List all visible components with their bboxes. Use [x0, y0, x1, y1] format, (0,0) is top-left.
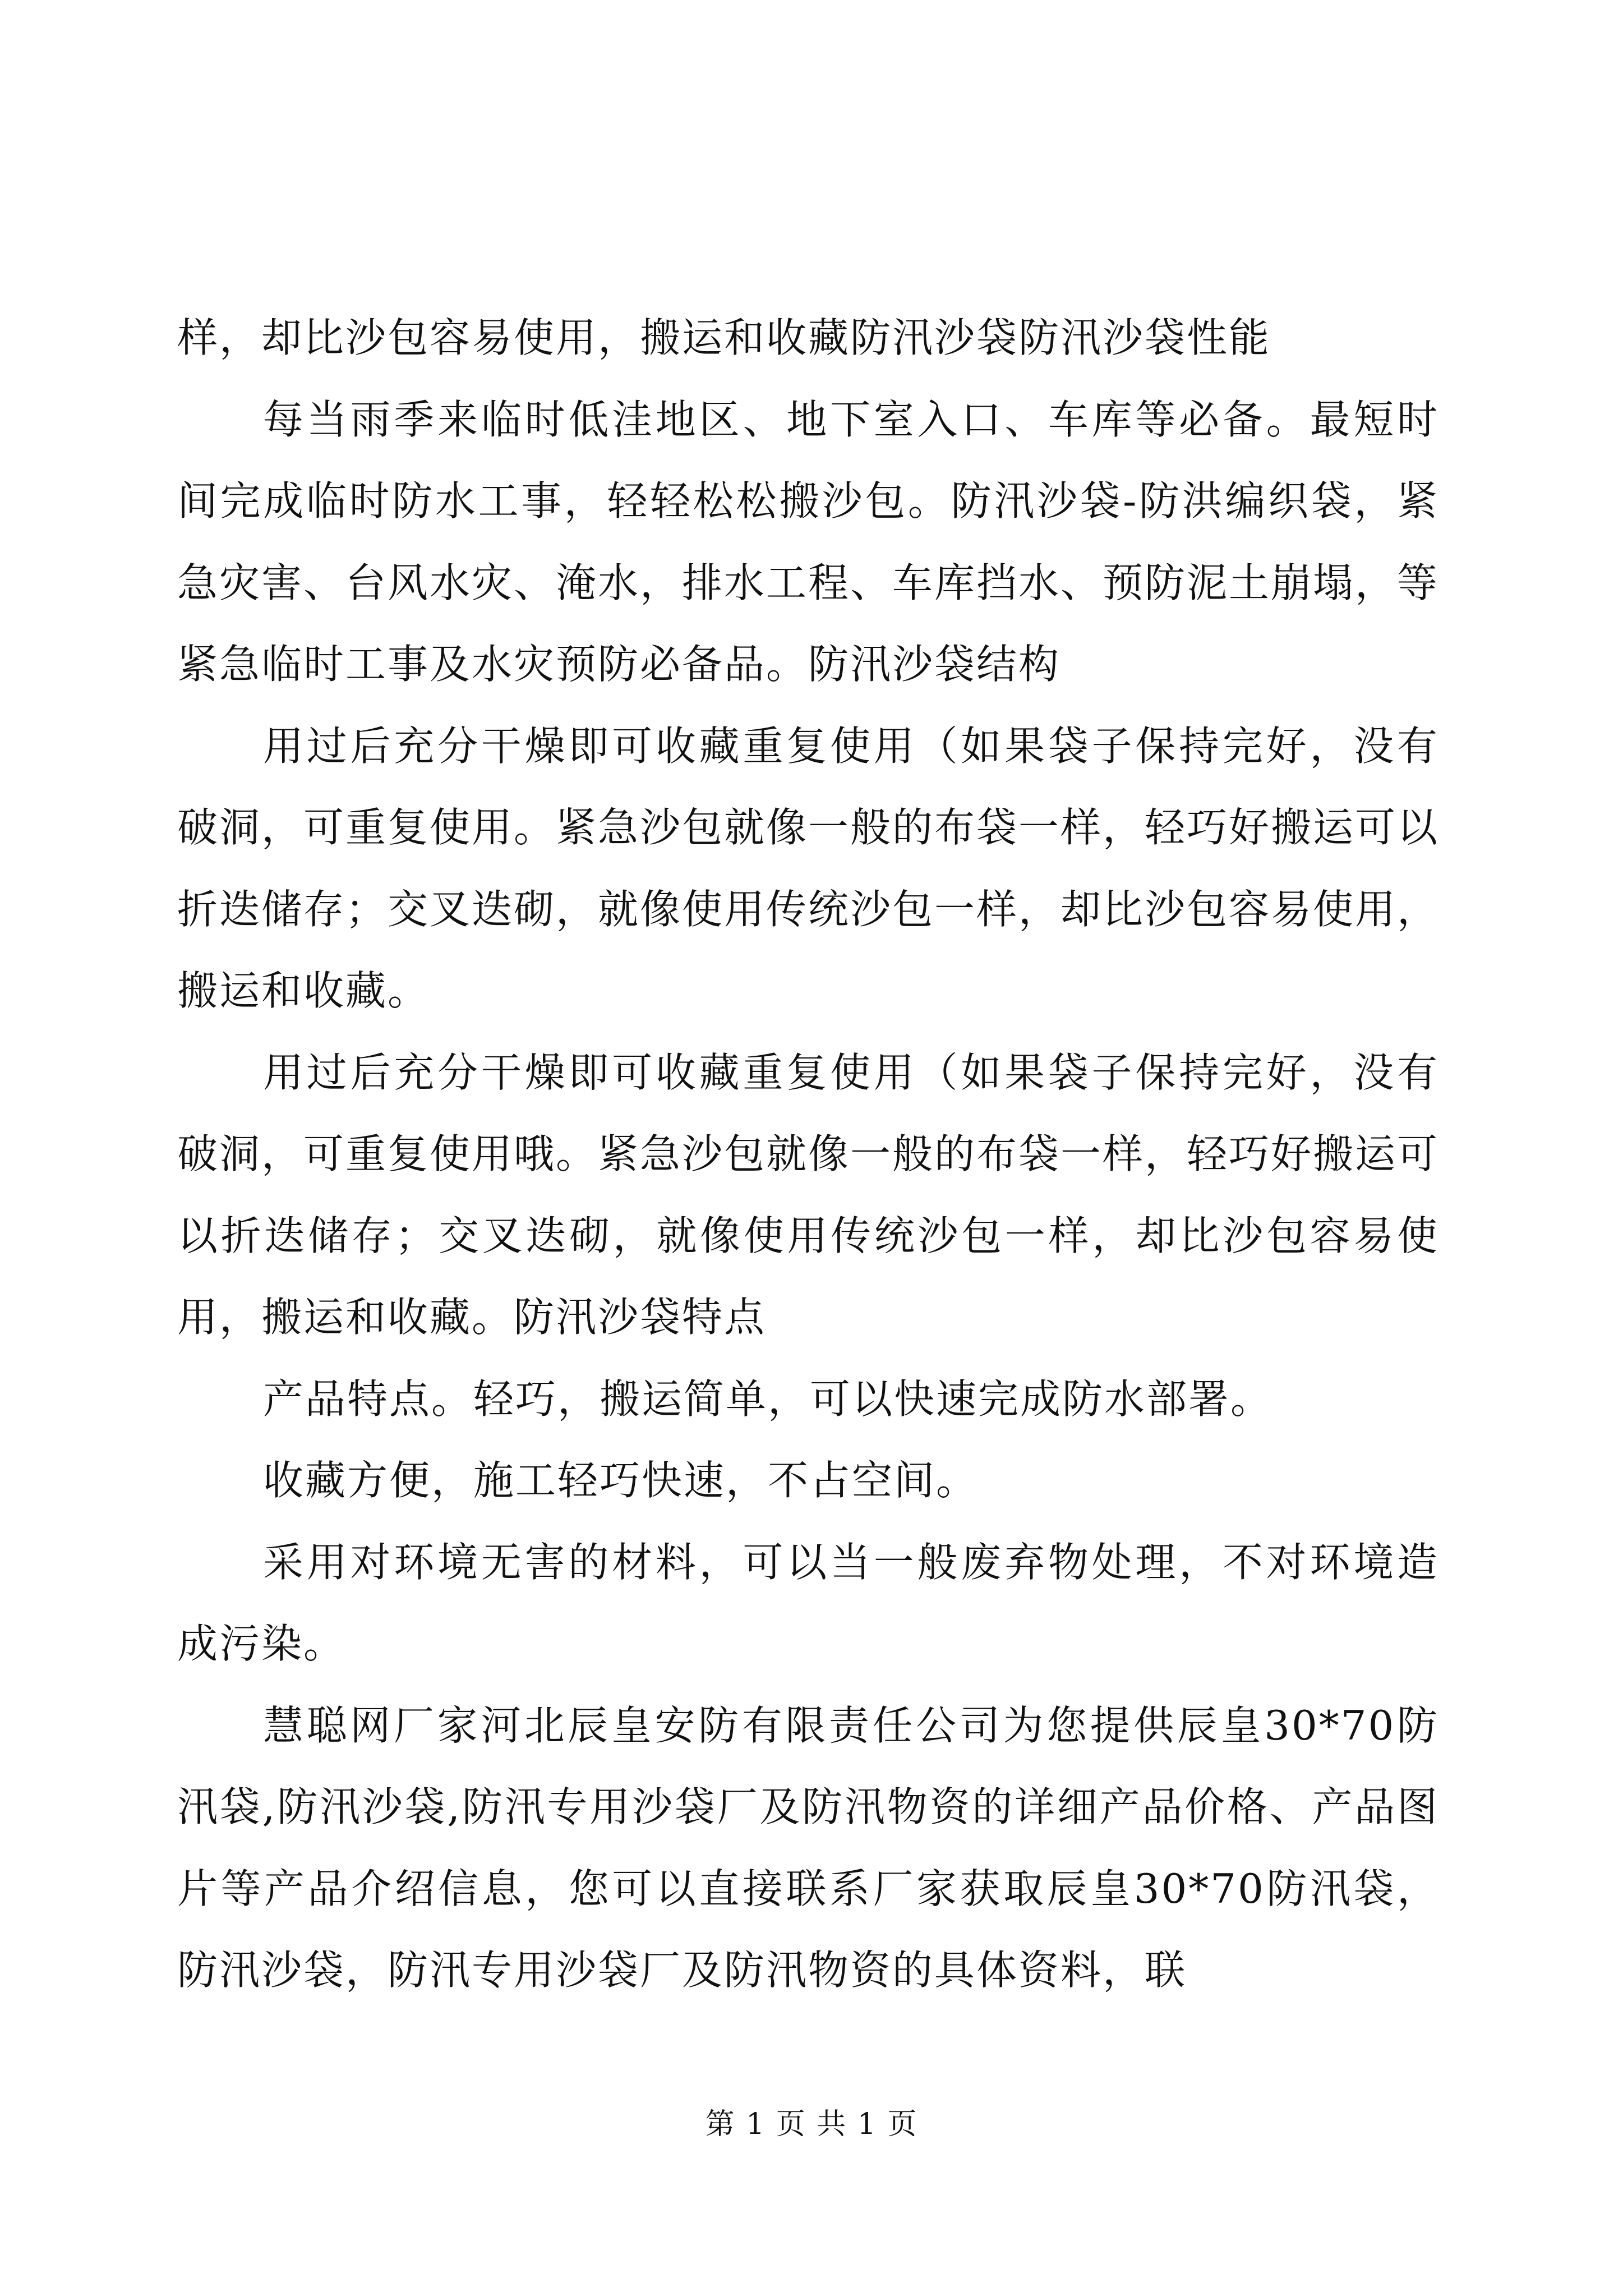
- document-body: [177, 297, 1439, 2012]
- page-number-footer: 第 1 页 共 1 页: [705, 2108, 918, 2141]
- paragraph-continuation: 样，却比沙包容易使用，搬运和收藏防汛沙袋防汛沙袋性能: [177, 314, 1271, 361]
- paragraph-feature-1: 产品特点。轻巧，搬运简单，可以快速完成防水部署。: [263, 1375, 1273, 1423]
- paragraph-structure-1: 用过后充分干燥即可收藏重复使用（如果袋子保持完好，没有破洞，可重复使用。紧急沙包就像一般的布袋一样，轻巧好搬运可以折迭储存；交叉迭砌，就像使用传统沙包一样，却比沙包容易使用，搬运和收藏。: [177, 722, 1440, 1014]
- paragraph-structure-2: 用过后充分干燥即可收藏重复使用（如果袋子保持完好，没有破洞，可重复使用哦。紧急沙包就像一般的布袋一样，轻巧好搬运可以折迭储存；交叉迭砌，就像使用传统沙包一样，却比沙包容易使用，搬运和收藏。防汛沙袋特点: [177, 1048, 1440, 1341]
- paragraph-performance: 每当雨季来临时低洼地区、地下室入口、车库等必备。最短时间完成临时防水工事，轻轻松松搬沙包。防汛沙袋-防洪编织袋，紧急灾害、台风水灾、淹水，排水工程、车库挡水、预防泥土崩塌，等紧急临时工事及水灾预防必备品。防汛沙袋结构: [177, 395, 1440, 688]
- paragraph-feature-2: 收藏方便，施工轻巧快速，不占空间。: [263, 1457, 979, 1504]
- paragraph-supplier-info: 慧聪网厂家河北辰皇安防有限责任公司为您提供辰皇30*70防汛袋,防汛沙袋,防汛专用沙袋厂及防汛物资的详细产品价格、产品图片等产品介绍信息，您可以直接联系厂家获取辰皇30*70防汛袋，防汛沙袋，防汛专用沙袋厂及防汛物资的具体资料，联: [177, 1701, 1439, 1994]
- paragraph-feature-3: 采用对环境无害的材料，可以当一般废弃物处理，不对环境造成污染。: [177, 1538, 1439, 1667]
